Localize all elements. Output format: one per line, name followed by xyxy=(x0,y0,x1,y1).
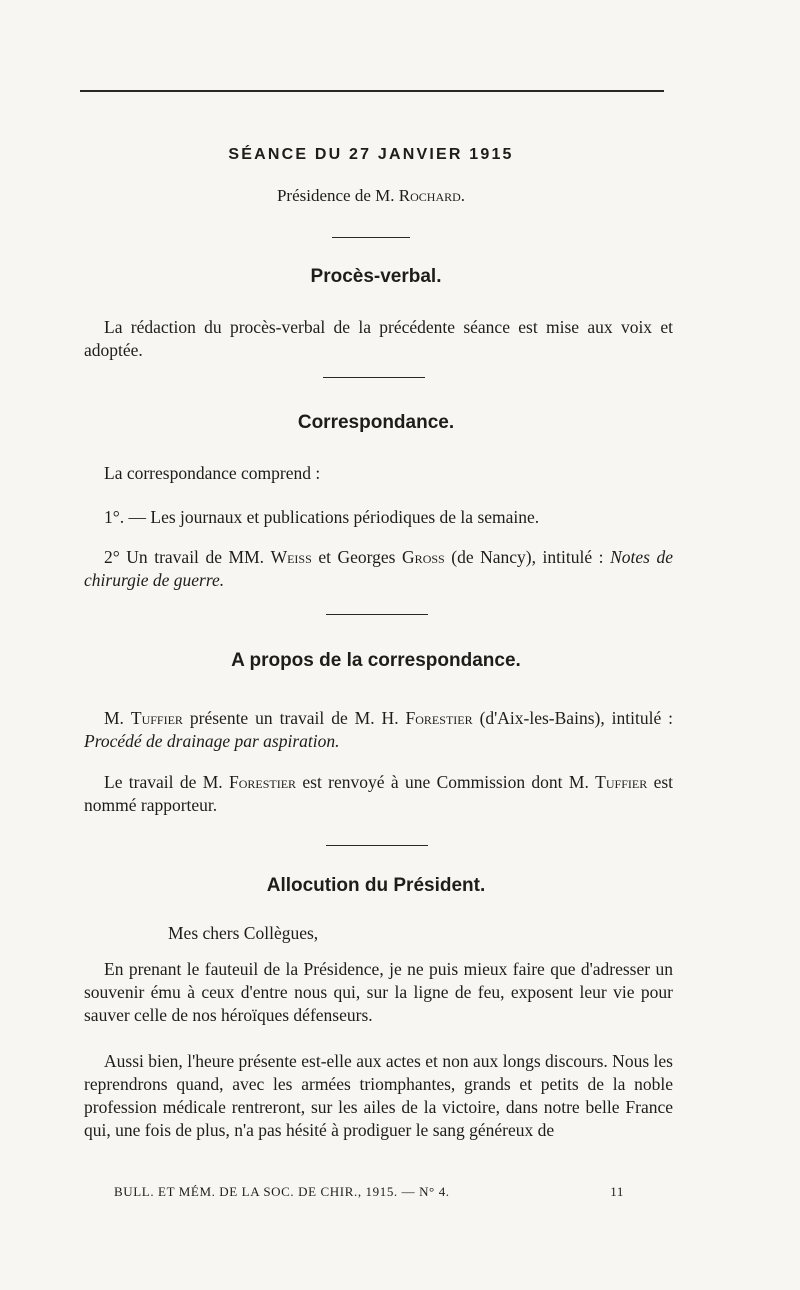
section-divider xyxy=(326,614,428,615)
top-rule xyxy=(80,90,664,92)
correspondance-intro: La correspondance comprend : xyxy=(104,463,321,483)
footer-citation: BULL. ET MÉM. DE LA SOC. DE CHIR., 1915. — N° 4. xyxy=(114,1184,450,1199)
allocution-salutation: Mes chers Collègues, xyxy=(168,923,319,943)
a-propos-paragraph-2: Le travail de M. Forestier est renvoyé à une Commission dont M. Tuffier est nommé rapporteur. xyxy=(84,772,674,815)
heading-proces-verbal: Procès-verbal. xyxy=(310,266,442,287)
correspondance-item-1: 1°. — Les journaux et publications périodiques de la semaine. xyxy=(104,507,540,527)
a-propos-paragraph-1: M. Tuffier présente un travail de M. H. Forestier (d'Aix-les-Bains), intitulé : Procédé de drainage par aspiration. xyxy=(84,708,674,751)
allocution-paragraph-1: En prenant le fauteuil de la Présidence, je ne puis mieux faire que d'adresser un souvenir ému à ceux d'entre nous qui, sur la ligne de feu, exposent leur vie pour sauver celle de nos héroïques défenseurs. xyxy=(84,959,673,1025)
section-divider xyxy=(332,237,410,238)
allocution-paragraph-2: Aussi bien, l'heure présente est-elle aux actes et non aux longs discours. Nous les reprendrons quand, avec les armées triomphantes, grands et petits de la noble profession médicale rentreront, sur les ailes de la victoire, dans notre belle France qui, une fois de plus, n'a pas hésité à prodiguer le sang généreux de xyxy=(84,1051,673,1140)
section-divider xyxy=(323,377,425,378)
heading-a-propos: A propos de la correspondance. xyxy=(231,650,521,671)
heading-correspondance: Correspondance. xyxy=(297,412,455,433)
heading-allocution: Allocution du Président. xyxy=(266,875,486,896)
president-name: Rochard. xyxy=(398,186,466,205)
seance-title: SÉANCE DU 27 JANVIER 1915 xyxy=(228,146,514,163)
correspondance-item-2: 2° Un travail de MM. Weiss et Georges Gross (de Nancy), intitulé : Notes de chirurgie de guerre. xyxy=(84,547,674,590)
proces-verbal-text: La rédaction du procès-verbal de la précédente séance est mise aux voix et adoptée. xyxy=(84,317,673,360)
page-number: 11 xyxy=(610,1184,624,1199)
presidence-line: Présidence de M. Rochard. xyxy=(276,186,466,205)
section-divider xyxy=(326,845,428,846)
page-footer xyxy=(114,1184,624,1200)
